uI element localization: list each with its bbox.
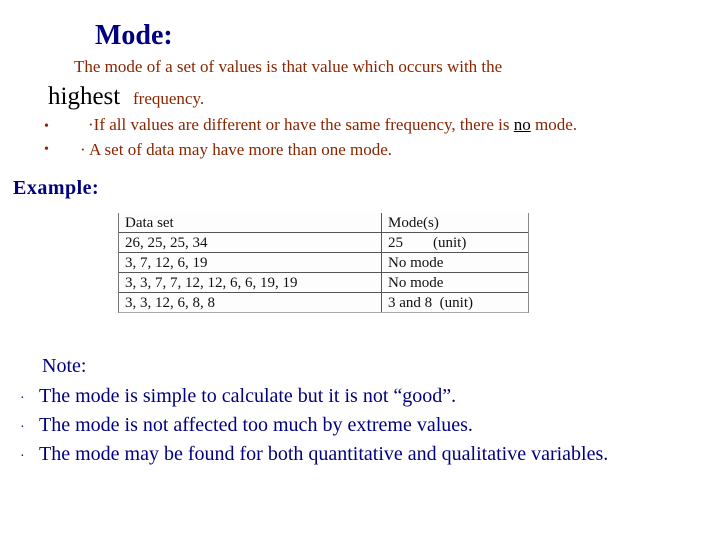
table-row xyxy=(119,293,528,313)
bullet-marker-2: • xyxy=(44,142,49,157)
table-row xyxy=(119,273,528,293)
table-cell-dataset: 3, 7, 12, 6, 19 xyxy=(119,253,382,273)
table-row xyxy=(119,253,528,273)
table-header-cell: Data set xyxy=(119,213,382,233)
note-marker: · xyxy=(20,391,25,406)
table-cell-dataset: 26, 25, 25, 34 xyxy=(119,233,382,253)
bullet-item-1-end: mode. xyxy=(535,115,578,134)
note-item-text: The mode is not affected too much by extreme values. xyxy=(39,414,473,436)
note-item-text: The mode may be found for both quantitative and qualitative variables. xyxy=(39,443,609,465)
bullet-item-1-text: ·If all values are different or have the same frequency, there is xyxy=(88,115,510,134)
table-cell-mode: No mode xyxy=(382,253,529,273)
slide-title: Mode: xyxy=(95,20,173,51)
bullet-item-1-underlined: no xyxy=(513,115,531,134)
definition-line-1: The mode of a set of values is that value which occurs with the xyxy=(74,57,503,76)
note-marker: · xyxy=(20,420,25,435)
definition-frequency-word: frequency. xyxy=(133,89,205,108)
note-item-text: The mode is simple to calculate but it is not “good”. xyxy=(39,385,457,407)
table-header-row xyxy=(119,213,528,233)
table-header-cell: Mode(s) xyxy=(382,213,529,233)
table-row xyxy=(119,233,528,253)
bullet-marker-1: • xyxy=(44,119,49,134)
bullet-item-2: · A set of data may have more than one mode. xyxy=(80,140,393,159)
mode-example-table xyxy=(118,213,529,313)
table-cell-mode: 25 (unit) xyxy=(382,233,529,253)
example-label: Example: xyxy=(13,177,100,199)
table-cell-mode: No mode xyxy=(382,273,529,293)
note-marker: · xyxy=(20,449,25,464)
note-item-1 xyxy=(20,385,456,408)
note-item-3 xyxy=(20,443,608,466)
note-label: Note: xyxy=(42,355,87,377)
definition-highest-word: highest xyxy=(48,83,121,110)
note-item-2 xyxy=(20,414,473,437)
table-cell-mode: 3 and 8 (unit) xyxy=(388,294,473,311)
bullet-item-1 xyxy=(88,115,577,135)
table-cell-dataset: 3, 3, 12, 6, 8, 8 xyxy=(119,293,382,313)
table-cell-dataset: 3, 3, 7, 7, 12, 12, 6, 6, 19, 19 xyxy=(119,273,382,293)
